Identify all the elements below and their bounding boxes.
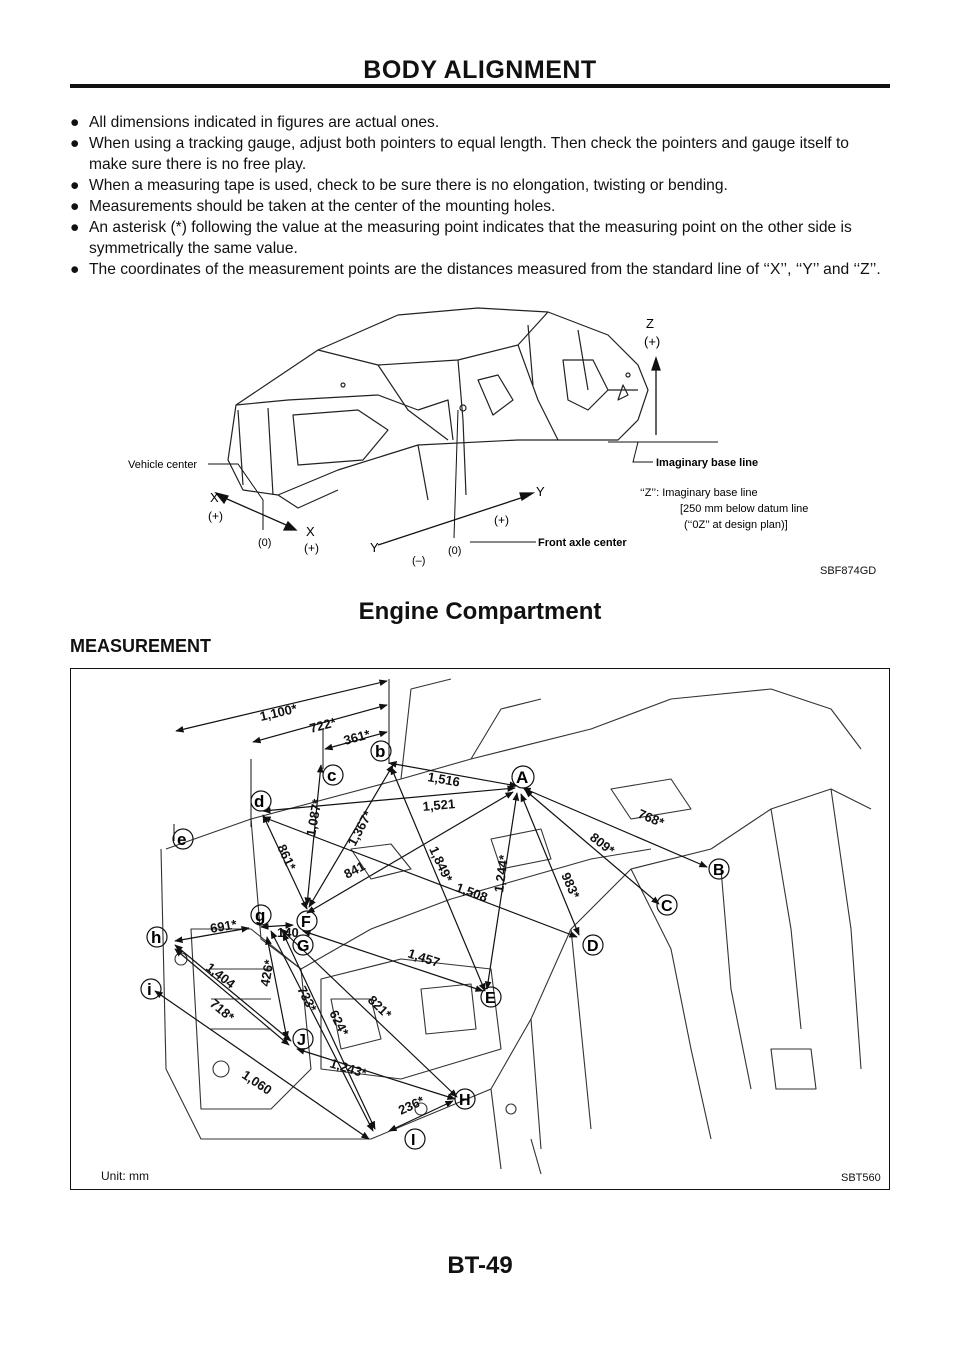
z-axis-arrow bbox=[652, 358, 660, 435]
notes-list bbox=[70, 112, 888, 280]
bullet-icon: ● bbox=[70, 198, 80, 215]
dim-426: 426* bbox=[257, 958, 277, 988]
point-D-label: D bbox=[587, 938, 599, 955]
section-title: Engine Compartment bbox=[358, 598, 602, 625]
point-h-label: h bbox=[151, 928, 162, 947]
point-H-label: H bbox=[459, 1092, 471, 1109]
bullet-icon: ● bbox=[70, 135, 80, 152]
dim-1087: 1,087* bbox=[303, 797, 325, 838]
dim-1244: 1,244* bbox=[491, 854, 512, 894]
subsection-title: MEASUREMENT bbox=[70, 636, 212, 656]
point-C-label: C bbox=[661, 898, 673, 915]
point-c-label: c bbox=[327, 766, 337, 785]
dim-809: 809* bbox=[587, 829, 618, 858]
x-axis-right-label: X bbox=[306, 524, 315, 539]
y-axis-neg-label: Y bbox=[370, 540, 379, 555]
figure-code: SBT560 bbox=[841, 1172, 881, 1184]
x-plus-right-label: (+) bbox=[304, 541, 319, 555]
vehicle-center-label: Vehicle center bbox=[128, 459, 198, 471]
bullet-icon: ● bbox=[70, 261, 80, 278]
bullet-icon: ● bbox=[70, 177, 80, 194]
note-item bbox=[70, 259, 888, 280]
dim-1521: 1,521 bbox=[421, 796, 456, 814]
dim-722: 722* bbox=[307, 714, 338, 736]
dim-983: 983* bbox=[558, 870, 583, 901]
dim-733: 733* bbox=[294, 983, 320, 1015]
dim-821: 821* bbox=[364, 992, 395, 1022]
dim-140: 140 bbox=[277, 925, 299, 940]
z-axis-plus-label: (+) bbox=[644, 334, 661, 349]
y-minus-label: (–) bbox=[412, 555, 426, 567]
point-F-label: F bbox=[301, 914, 311, 931]
x-plus-left-label: (+) bbox=[208, 509, 223, 523]
note-text: All dimensions indicated in figures are actual ones. bbox=[89, 114, 440, 131]
dim-1243: 1,243* bbox=[328, 1055, 369, 1081]
dim-361: 361* bbox=[341, 726, 372, 748]
note-text: When using a tracking gauge, adjust both pointers to equal length. Then check the pointers and gauge itself to make sure there is no free play. bbox=[89, 135, 849, 173]
dimension-values bbox=[203, 701, 667, 1118]
note-text: Measurements should be taken at the center of the mounting holes. bbox=[89, 198, 556, 215]
dim-1100: 1,100* bbox=[258, 700, 299, 724]
bullet-icon: ● bbox=[70, 114, 80, 131]
imaginary-base-line-label: Imaginary base line bbox=[656, 457, 759, 469]
note-item bbox=[70, 112, 888, 133]
note-text: When a measuring tape is used, check to be sure there is no elongation, twisting or bending. bbox=[89, 177, 728, 194]
note-item bbox=[70, 217, 888, 259]
dim-861: 861* bbox=[274, 841, 300, 873]
header-rule bbox=[70, 84, 890, 88]
z-note-line-3: (‘‘0Z’’ at design plan)] bbox=[684, 519, 788, 531]
point-d-label: d bbox=[254, 792, 265, 811]
page-header-title: BODY ALIGNMENT bbox=[363, 56, 597, 84]
dim-1060: 1,060 bbox=[239, 1067, 275, 1098]
y-zero-label: (0) bbox=[448, 545, 462, 557]
dim-1516: 1,516 bbox=[426, 769, 462, 790]
point-b-label: b bbox=[375, 742, 386, 761]
dim-1457: 1,457 bbox=[406, 945, 442, 970]
x-axis-left-label: X bbox=[210, 490, 219, 505]
note-item bbox=[70, 133, 888, 175]
page-number: BT-49 bbox=[447, 1252, 513, 1279]
note-item bbox=[70, 175, 888, 196]
point-B-label: B bbox=[713, 862, 725, 879]
z-note-line-1: ‘‘Z’’: Imaginary base line bbox=[640, 487, 758, 499]
point-I-label: I bbox=[411, 1132, 416, 1149]
point-e-label: e bbox=[177, 830, 187, 849]
dim-236: 236* bbox=[395, 1092, 427, 1118]
dim-1404: 1,404 bbox=[203, 959, 239, 992]
measurement-figure-frame bbox=[70, 668, 890, 1190]
unit-label: Unit: mm bbox=[101, 1169, 149, 1183]
point-G-label: G bbox=[297, 938, 310, 955]
dim-624: 624* bbox=[326, 1007, 352, 1039]
point-J-label: J bbox=[297, 1032, 306, 1049]
base-line-leader bbox=[633, 442, 653, 462]
dim-1849: 1,849* bbox=[426, 843, 456, 885]
front-axle-center-label: Front axle center bbox=[538, 537, 627, 549]
note-item bbox=[70, 196, 888, 217]
z-axis-label: Z bbox=[646, 316, 654, 331]
z-note-line-2: [250 mm below datum line bbox=[680, 503, 809, 515]
dim-768: 768* bbox=[635, 805, 667, 831]
dim-691: 691* bbox=[208, 916, 238, 936]
engine-compartment-figure bbox=[71, 669, 889, 1189]
bullet-icon: ● bbox=[70, 219, 80, 236]
point-A-label: A bbox=[516, 768, 529, 787]
body-coordinate-figure bbox=[118, 290, 898, 567]
point-E-label: E bbox=[485, 990, 496, 1007]
dim-841: 841 bbox=[341, 858, 368, 882]
point-g-label: g bbox=[255, 906, 266, 925]
note-text: The coordinates of the measurement points are the distances measured from the standard line of ‘‘X’’, ‘‘Y’’ and ‘‘Z’’. bbox=[89, 261, 881, 278]
y-plus-label: (+) bbox=[494, 513, 509, 527]
note-text: An asterisk (*) following the value at the measuring point indicates that the measuring point on the other side is symmetrically the same value. bbox=[89, 219, 852, 257]
dim-718: 718* bbox=[207, 995, 238, 1025]
x-zero-label: (0) bbox=[258, 537, 272, 549]
y-axis-pos-label: Y bbox=[536, 484, 545, 499]
car-body-outline bbox=[228, 308, 648, 508]
dim-1508: 1,508 bbox=[453, 879, 490, 905]
dim-1367: 1,367* bbox=[344, 808, 376, 849]
figure-code: SBF874GD bbox=[820, 565, 877, 577]
point-i-label: i bbox=[147, 980, 152, 999]
